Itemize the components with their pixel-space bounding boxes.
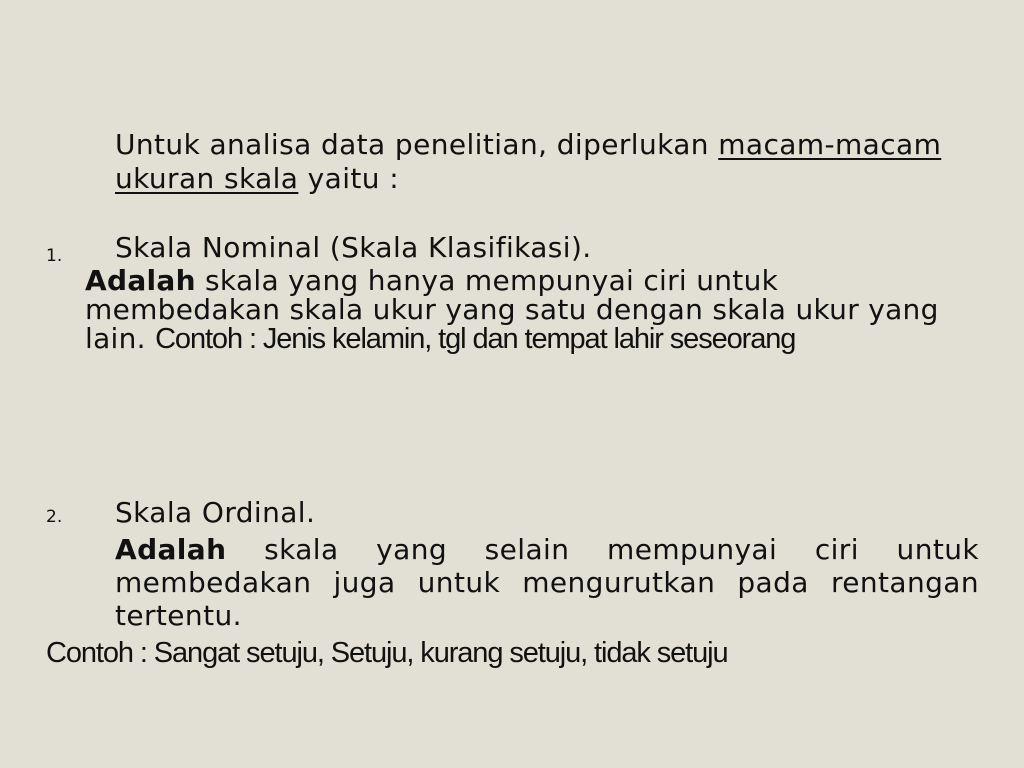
intro-paragraph bbox=[115, 128, 983, 196]
intro-underlined-term: macam-macam ukuran skala bbox=[115, 128, 942, 195]
item-1-example: Contoh : Jenis kelamin, tgl dan tempat lahir seseorang bbox=[155, 323, 796, 355]
item-2-number: 2. bbox=[46, 507, 63, 527]
item-2-definition bbox=[115, 533, 979, 632]
intro-text: Untuk analisa data penelitian, diperlukan bbox=[115, 128, 719, 161]
item-1-definition bbox=[85, 266, 965, 354]
item-1-definition-bold: Adalah bbox=[85, 264, 196, 297]
item-1-title: Skala Nominal (Skala Klasifikasi). bbox=[115, 231, 592, 264]
item-2-definition-text: skala yang selain mempunyai ciri untuk membedakan juga untuk mengurutkan pada rentangan tertentu. bbox=[115, 533, 979, 632]
item-1-number: 1. bbox=[46, 246, 63, 266]
intro-text-end: yaitu : bbox=[298, 162, 400, 195]
item-1-definition-text: skala yang hanya mempunyai ciri untuk membedakan skala ukur yang satu dengan skala ukur yang lain. bbox=[85, 264, 939, 355]
item-2-example: Contoh : Sangat setuju, Setuju, kurang setuju, tidak setuju bbox=[46, 637, 728, 669]
item-2-definition-bold: Adalah bbox=[115, 533, 227, 566]
item-2-title: Skala Ordinal. bbox=[115, 496, 316, 529]
